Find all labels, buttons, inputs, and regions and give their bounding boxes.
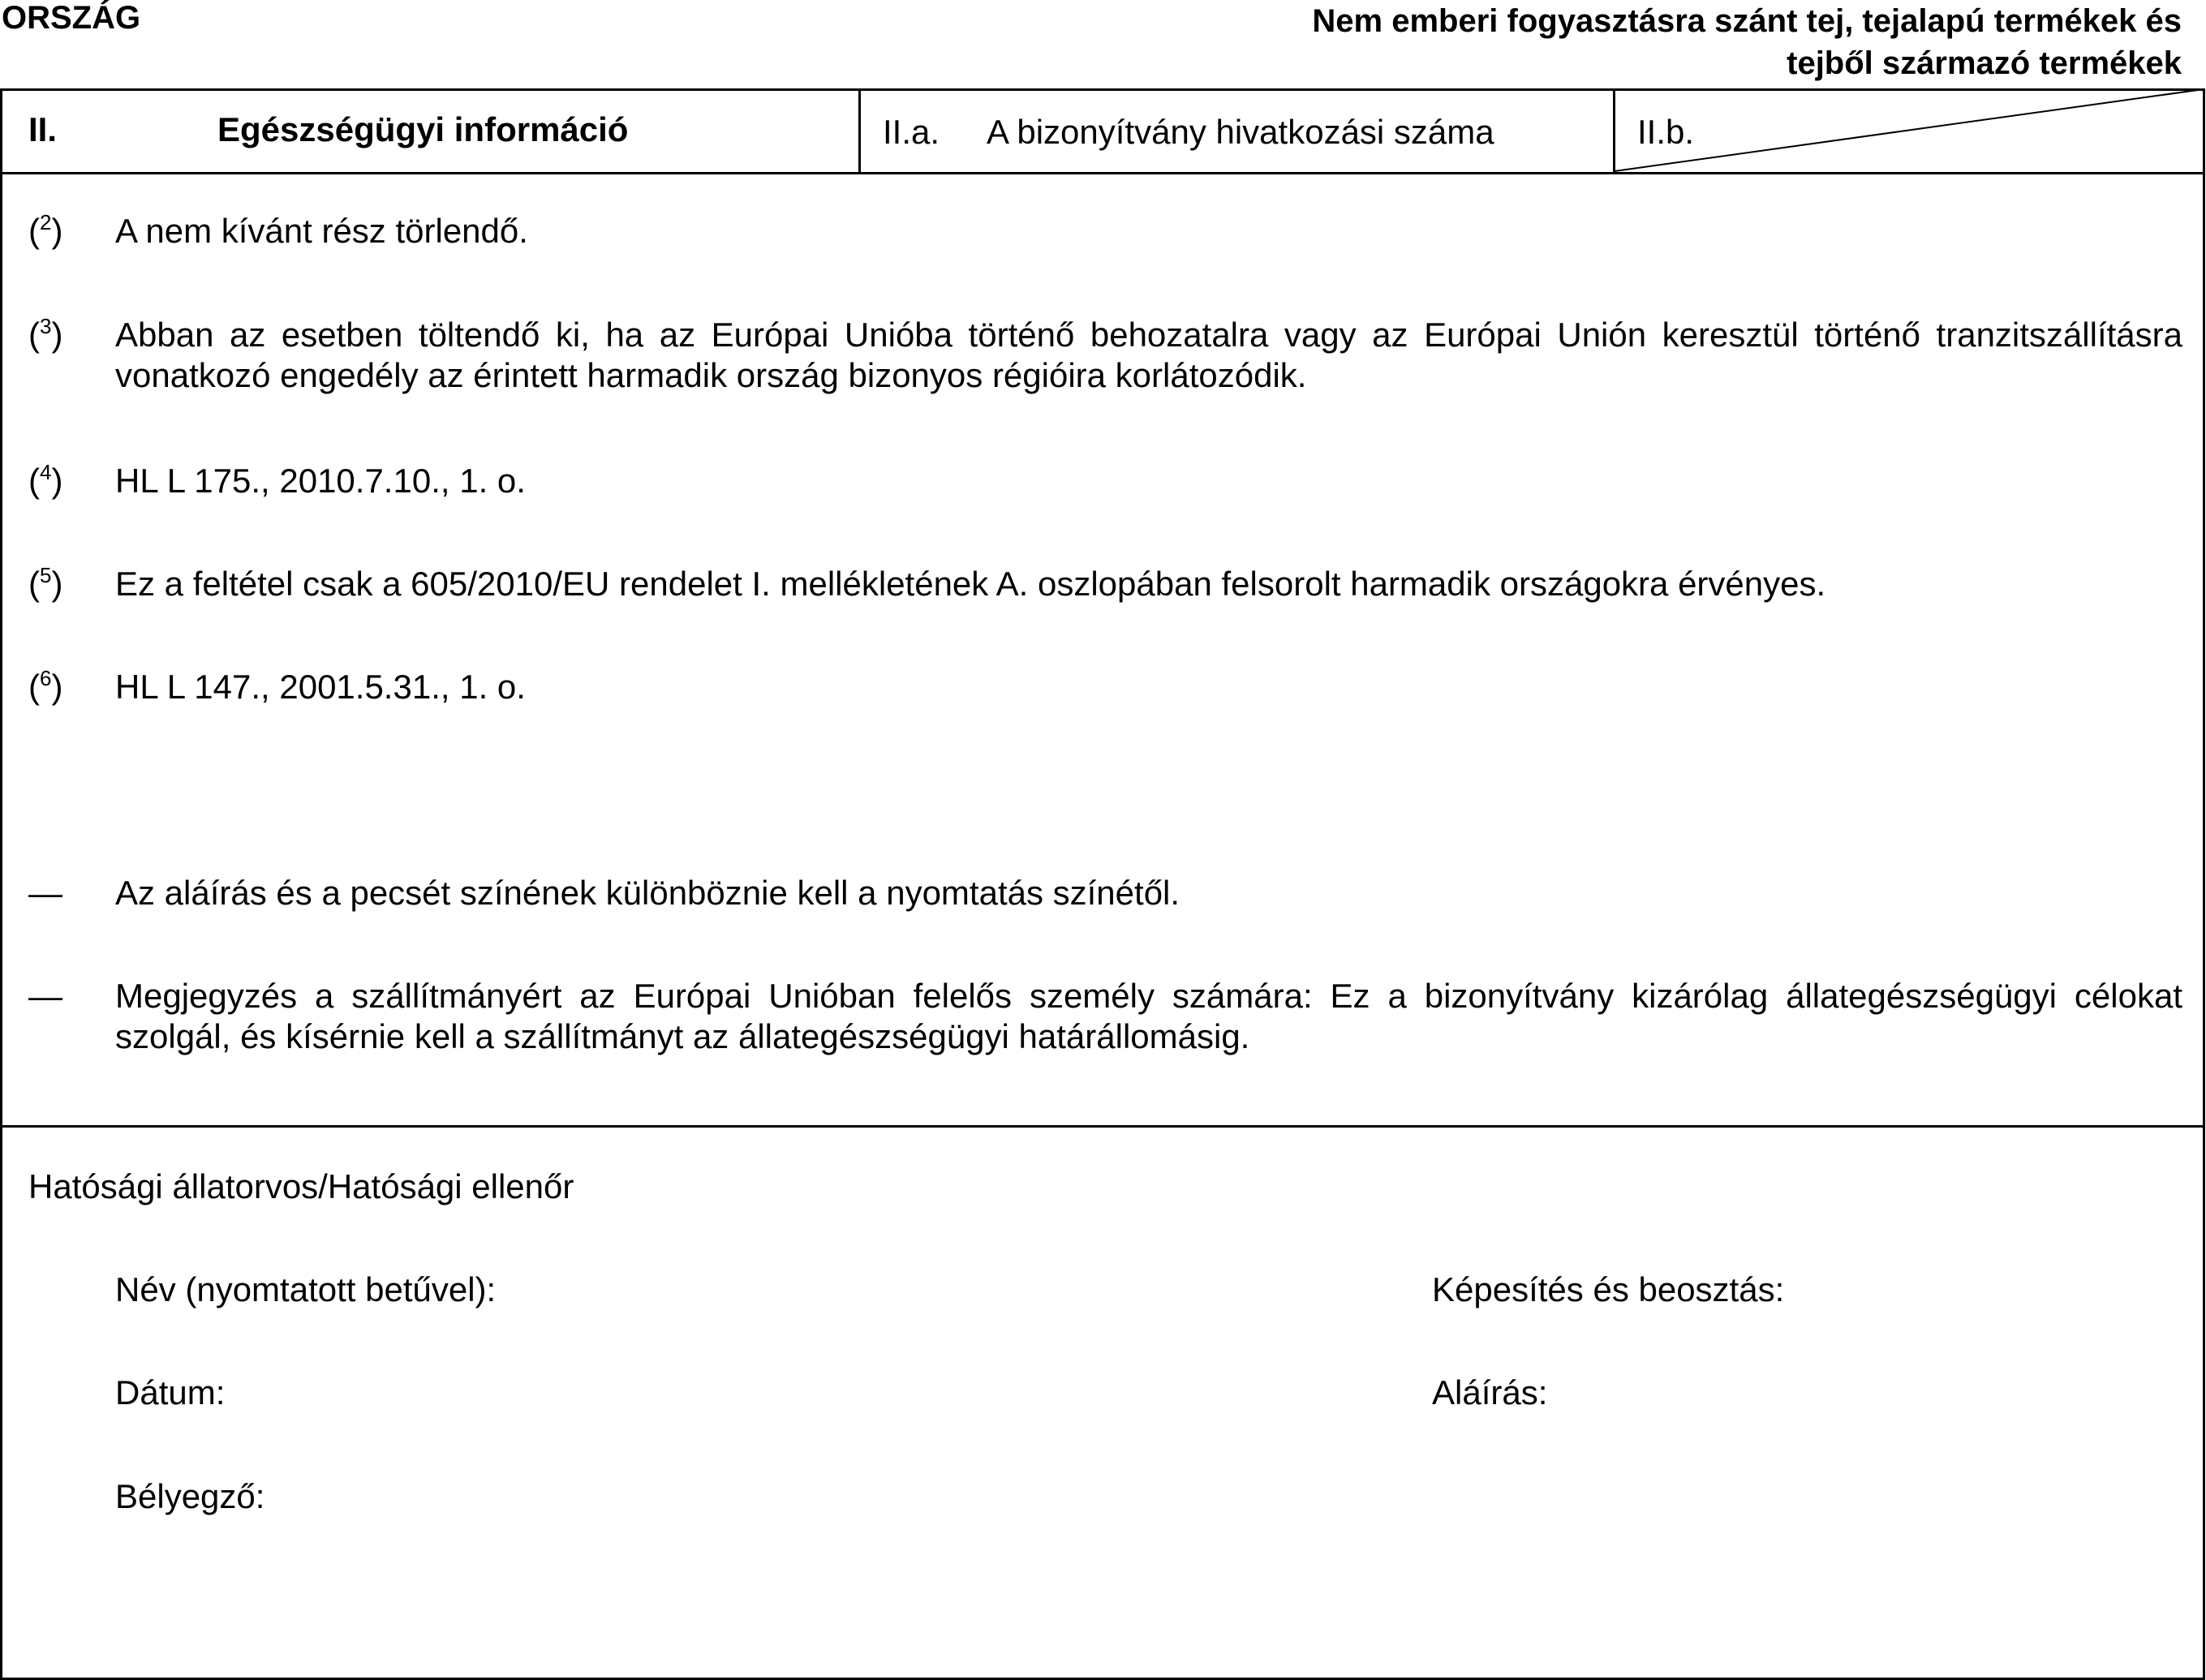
note-number: 2 (40, 210, 52, 234)
section-title: Egészségügyi információ (217, 110, 629, 148)
date-label: Dátum: (115, 1373, 226, 1411)
note-text: A nem kívánt rész törlendő. (115, 212, 528, 250)
certificate-title-line1: Nem emberi fogyasztásra szánt tej, tejalapú termékek és (1312, 3, 2182, 39)
note-marker (28, 211, 62, 251)
note-paren-open: ( (28, 212, 40, 250)
certificate-title-line2: tejből származó termékek (1787, 45, 2182, 81)
dash-marker: — (28, 977, 62, 1015)
dash-item-text: Megjegyzés a szállítmányért az Európai Unióban felelős személy számára: Ez a bizonyítvány kizárólag állategészségügyi célokat szolgál, és kísérnie kell a szállítmányt az állategészségügyi határállomásig. (115, 977, 2182, 1055)
note-paren-open: ( (28, 668, 40, 706)
note-paren-open: ( (28, 316, 40, 354)
signature-block-divider (0, 1125, 2205, 1128)
note-text: HL L 147., 2001.5.31., 1. o. (115, 668, 526, 706)
signature-label: Aláírás: (1432, 1373, 1548, 1411)
note-number: 6 (40, 666, 52, 690)
ref-label: A bizonyítvány hivatkozási száma (987, 113, 1494, 151)
note-marker (28, 315, 62, 355)
note-marker (28, 461, 62, 501)
note-paren-open: ( (28, 462, 40, 500)
note-text: Abban az esetben töltendő ki, ha az Európai Unióba történő behozatalra vagy az Európai Unión keresztül történő tranzitszállításra vonatkozó engedély az érintett harmadik ország bizonyos régióira korlátozódik. (115, 316, 2182, 394)
ref-code: II.a. (883, 113, 940, 151)
qualification-label: Képesítés és beosztás: (1432, 1270, 1785, 1308)
dash-marker: — (28, 874, 62, 912)
certificate-title (965, 0, 2182, 84)
note-paren-close: ) (51, 212, 63, 250)
note-number: 5 (40, 563, 52, 587)
dash-item-text: Az aláírás és a pecsét színének különböznie kell a nyomtatás színétől. (115, 874, 1180, 912)
note-marker (28, 667, 62, 707)
name-label: Név (nyomtatott betűvel): (115, 1270, 497, 1308)
stamp-label: Bélyegző: (115, 1477, 265, 1515)
note-number: 4 (40, 460, 52, 484)
signature-heading: Hatósági állatorvos/Hatósági ellenőr (28, 1167, 574, 1205)
note-paren-close: ) (51, 462, 63, 500)
note-paren-close: ) (51, 668, 63, 706)
code-b-strike-line (1615, 88, 2205, 173)
note-number: 3 (40, 314, 52, 338)
note-text: HL L 175., 2010.7.10., 1. o. (115, 462, 526, 500)
note-paren-close: ) (51, 565, 63, 603)
section-number: II. (28, 110, 58, 148)
country-label: ORSZÁG (2, 0, 141, 36)
section-col-divider-1 (858, 88, 861, 174)
code-b: II.b. (1637, 113, 1695, 151)
note-paren-close: ) (51, 316, 63, 354)
note-paren-open: ( (28, 565, 40, 603)
note-text: Ez a feltétel csak a 605/2010/EU rendelet I. mellékletének A. oszlopában felsorolt harmadik országokra érvényes. (115, 565, 1826, 603)
note-marker (28, 564, 62, 604)
